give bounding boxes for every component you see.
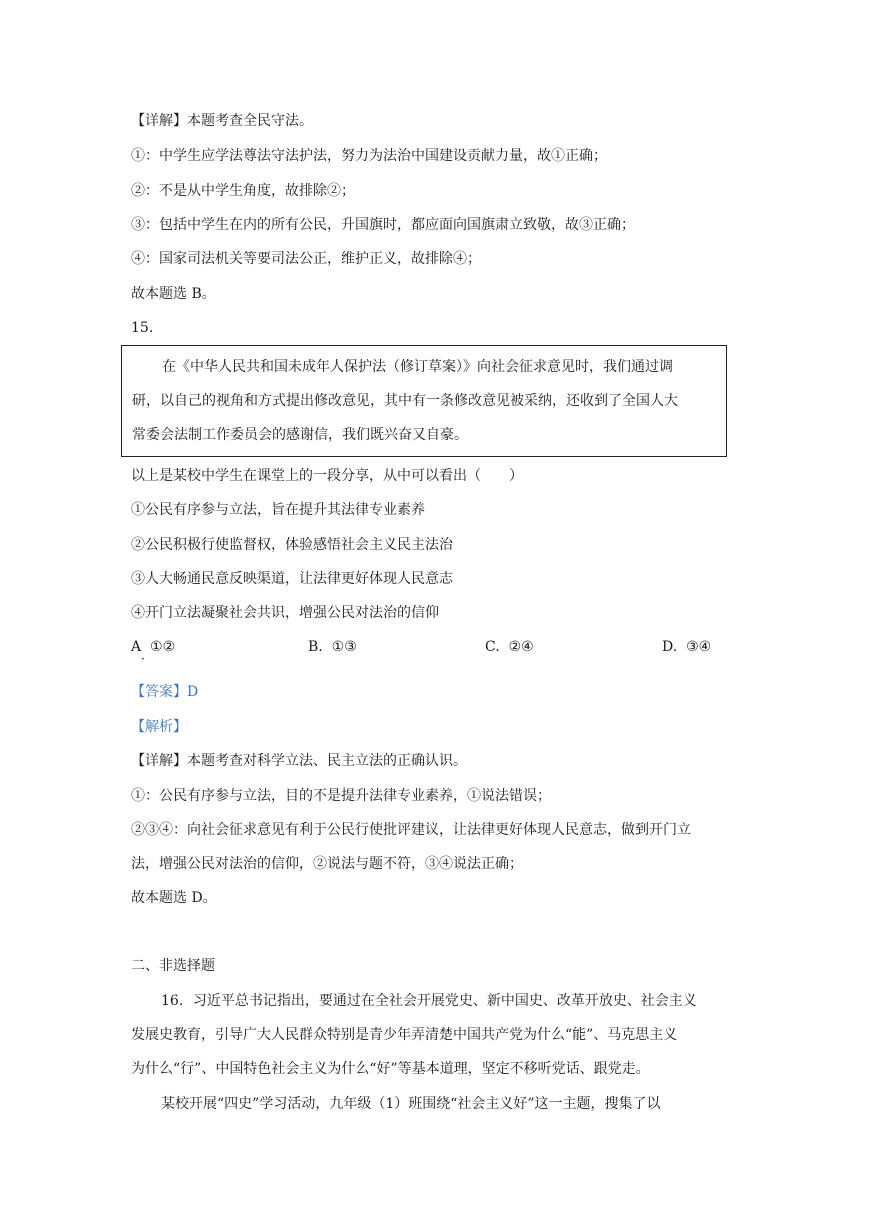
section-title: 二、非选择题 xyxy=(131,958,215,974)
q15-statement-4: ④开门立法凝聚社会共识，增强公民对法治的信仰 xyxy=(131,605,439,621)
q15-statement-2: ②公民积极行使监督权，体验感悟社会主义民主法治 xyxy=(131,537,453,553)
option-text: ③④ xyxy=(686,639,712,655)
q14-detail-heading: 【详解】本题考查全民守法。 xyxy=(131,113,313,129)
option-a-dot: · xyxy=(141,652,145,666)
q15-analysis-label: 【解析】 xyxy=(131,719,187,735)
q14-detail-line-4: ④：国家司法机关等要司法公正，维护正义，故排除④； xyxy=(131,251,481,267)
option-letter: D. xyxy=(662,639,678,655)
q15-option-d xyxy=(662,637,711,657)
q15-statement-3: ③人大畅通民意反映渠道，让法律更好体现人民意志 xyxy=(131,571,453,587)
q15-detail-line-3: 法，增强公民对法治的信仰，②说法与题不符，③④说法正确； xyxy=(131,856,523,872)
q15-number: 15. xyxy=(131,320,154,336)
q15-statement-1: ①公民有序参与立法，旨在提升其法律专业素养 xyxy=(131,502,425,518)
option-letter: C. xyxy=(485,639,500,655)
option-letter: A xyxy=(131,639,142,655)
q14-conclusion: 故本题选 B。 xyxy=(131,286,216,302)
q15-conclusion: 故本题选 D。 xyxy=(131,890,217,906)
q16-next-line: 某校开展“四史”学习活动，九年级（1）班围绕“社会主义好”这一主题，搜集了以 xyxy=(161,1096,661,1112)
option-text: ②④ xyxy=(508,639,534,655)
q15-option-b xyxy=(308,637,357,657)
q15-detail-heading: 【详解】本题考查对科学立法、民主立法的正确认识。 xyxy=(131,753,467,769)
q15-material-line-3: 常委会法制工作委员会的感谢信，我们既兴奋又自豪。 xyxy=(132,427,468,443)
option-letter: B. xyxy=(308,639,323,655)
q14-detail-line-2: ②：不是从中学生角度，故排除②； xyxy=(131,183,355,199)
q15-option-a xyxy=(131,637,175,657)
q15-option-c xyxy=(485,637,534,657)
q15-material-line-2: 研，以自己的视角和方式提出修改意见，其中有一条修改意见被采纳，还收到了全国人大 xyxy=(132,393,678,409)
q14-detail-line-3: ③：包括中学生在内的所有公民，升国旗时，都应面向国旗肃立致敬，故③正确； xyxy=(131,217,635,233)
option-text: ①③ xyxy=(331,639,357,655)
option-text: ①② xyxy=(150,639,176,655)
q16-line-2: 发展史教育，引导广大人民群众特别是青少年弄清楚中国共产党为什么“能”、马克思主义 xyxy=(131,1027,678,1043)
q15-material-line-1: 在《中华人民共和国未成年人保护法（修订草案）》向社会征求意见时，我们通过调 xyxy=(162,359,673,375)
q14-detail-line-1: ①：中学生应学法尊法守法护法，努力为法治中国建设贡献力量，故①正确； xyxy=(131,148,607,164)
q16-line-1: 16．习近平总书记指出，要通过在全社会开展党史、新中国史、改革开放史、社会主义 xyxy=(161,993,697,1009)
q15-stem: 以上是某校中学生在课堂上的一段分享，从中可以看出（ ） xyxy=(131,468,523,484)
q15-detail-line-1: ①：公民有序参与立法，目的不是提升法律专业素养，①说法错误； xyxy=(131,788,551,804)
q15-material-box xyxy=(121,345,727,457)
q16-line-3: 为什么“行”、中国特色社会主义为什么“好”等基本道理，坚定不移听党话、跟党走。 xyxy=(131,1061,650,1077)
q15-answer: 【答案】D xyxy=(131,684,199,700)
q15-detail-line-2: ②③④：向社会征求意见有利于公民行使批评建议，让法律更好体现人民意志，做到开门立 xyxy=(131,822,691,838)
